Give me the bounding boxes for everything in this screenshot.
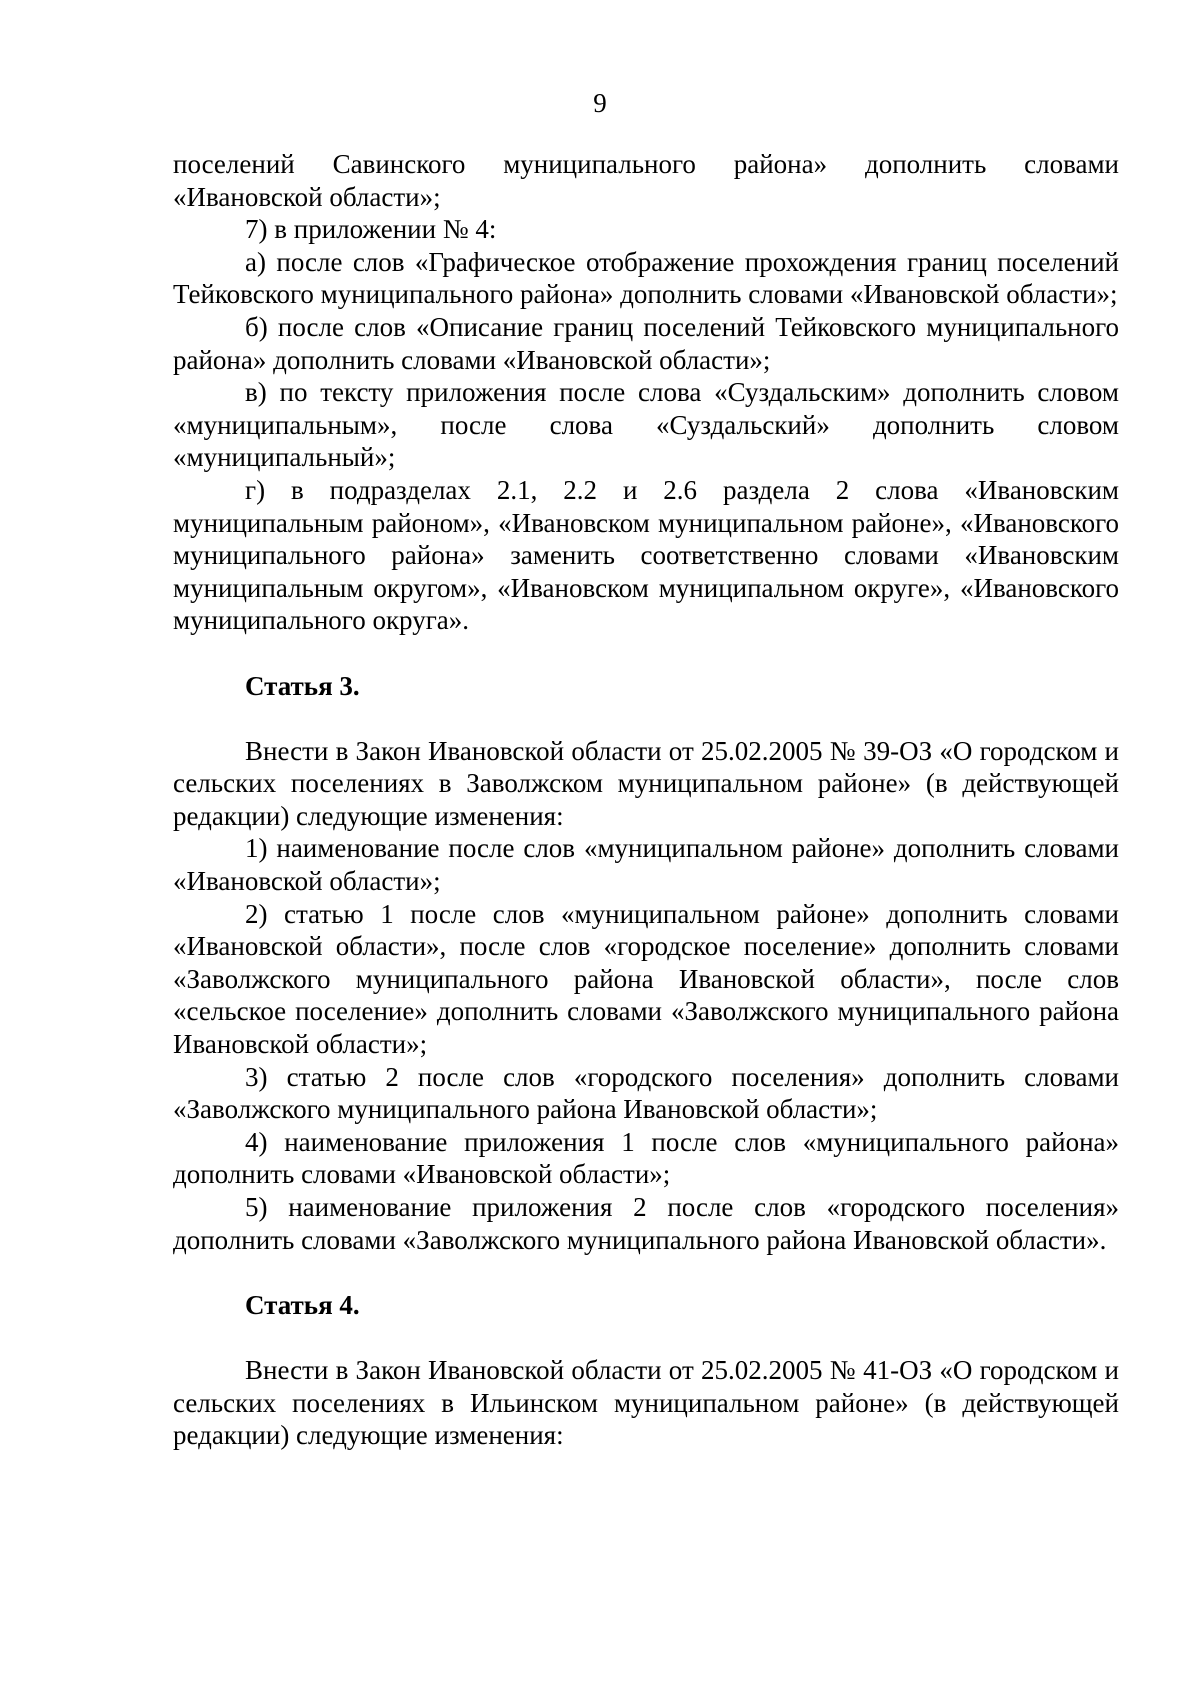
paragraph-continuation: поселений Савинского муниципального района» дополнить словами «Ивановской области»; — [173, 149, 1119, 212]
article-3-item-5: 5) наименование приложения 2 после слов «городского поселения» дополнить словами «Заволжского муниципального района Ивановской области». — [173, 1192, 1119, 1255]
paragraph-item-7: 7) в приложении № 4: — [245, 214, 497, 245]
article-3-item-2: 2) статью 1 после слов «муниципальном районе» дополнить словами «Ивановской области», после слов «городское поселение» дополнить словами «Заволжского муниципального района Ивановской области», после слов «сельское поселение» дополнить словами «Заволжского муниципального района Ивановской области»; — [173, 898, 1119, 1060]
article-3-title: Статья 3. — [245, 670, 360, 701]
article-3-intro: Внести в Закон Ивановской области от 25.02.2005 № 39-ОЗ «О городском и сельских поселениях в Заволжском муниципальном районе» (в действующей редакции) следующие изменения: — [173, 735, 1119, 831]
page-number: 9 — [593, 88, 607, 118]
article-4-intro: Внести в Закон Ивановской области от 25.02.2005 № 41-ОЗ «О городском и сельских поселениях в Ильинском муниципальном районе» (в действующей редакции) следующие изменения: — [173, 1354, 1119, 1451]
document-body — [173, 148, 1119, 1452]
paragraph-item-7a: а) после слов «Графическое отображение прохождения границ поселений Тейковского муниципального района» дополнить словами «Ивановской области»; — [173, 246, 1119, 310]
article-3-item-4: 4) наименование приложения 1 после слов «муниципального района» дополнить словами «Ивановской области»; — [173, 1126, 1119, 1190]
paragraph-item-7v: в) по тексту приложения после слова «Суздальским» дополнить словом «муниципальным», после слова «Суздальский» дополнить словом «муниципальный»; — [173, 377, 1119, 473]
article-4-title: Статья 4. — [245, 1289, 360, 1320]
article-3-item-3: 3) статью 2 после слов «городского поселения» дополнить словами «Заволжского муниципального района Ивановской области»; — [173, 1061, 1119, 1125]
paragraph-item-7g: г) в подразделах 2.1, 2.2 и 2.6 раздела 2 слова «Ивановским муниципальным районом», «Ивановском муниципальном районе», «Ивановского муниципального района» заменить соответственно словами «Ивановским муниципальным округом», «Ивановском муниципальном округе», «Ивановского муниципального округа». — [173, 474, 1119, 636]
article-3-item-1: 1) наименование после слов «муниципальном районе» дополнить словами «Ивановской области»; — [173, 833, 1119, 897]
paragraph-item-7b: б) после слов «Описание границ поселений Тейковского муниципального района» дополнить словами «Ивановской области»; — [173, 311, 1119, 375]
